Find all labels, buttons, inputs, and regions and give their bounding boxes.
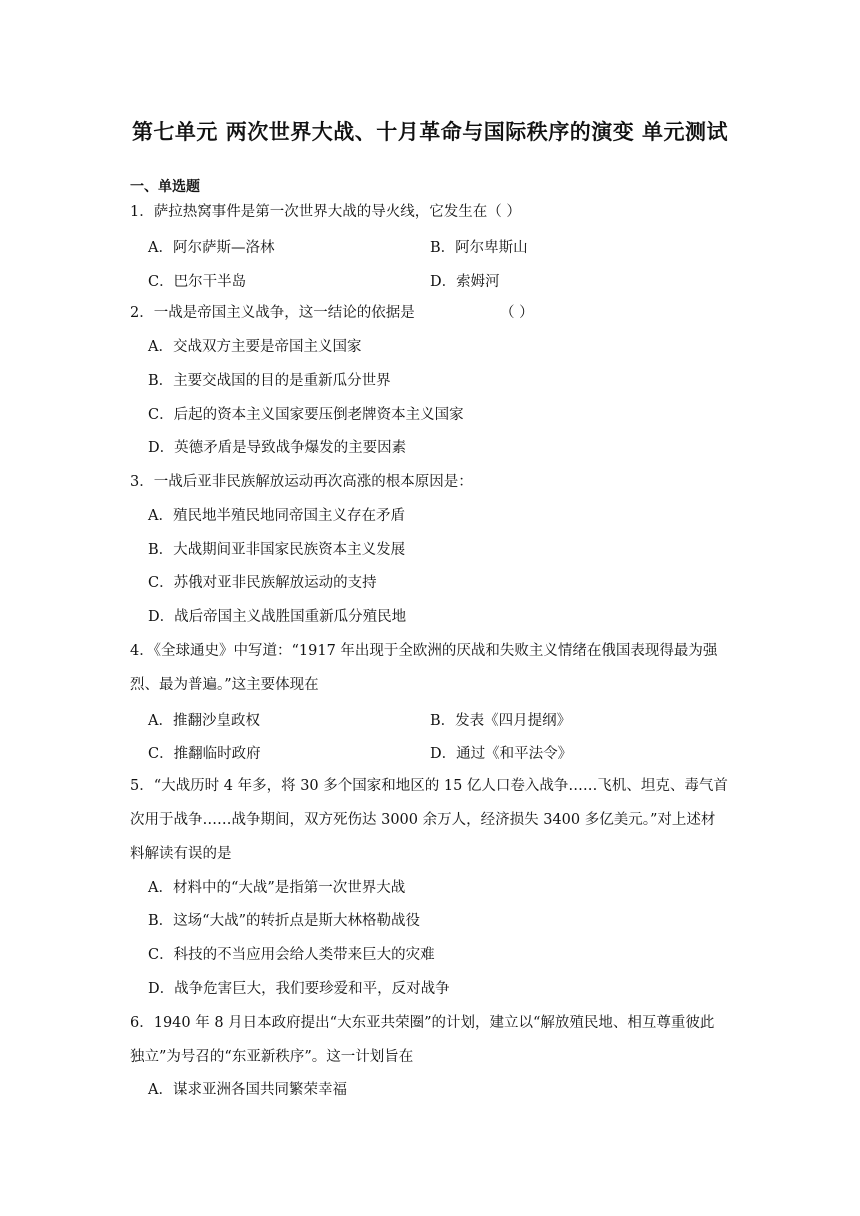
question-1-option-d[interactable]: D．索姆河 xyxy=(430,274,500,290)
question-4-stem-line-2: 烈、最为普遍。”这主要体现在 xyxy=(130,677,319,693)
question-5-option-a[interactable]: A．材料中的“大战”是指第一次世界大战 xyxy=(148,880,406,896)
question-3-stem: 3．一战后亚非民族解放运动再次高涨的根本原因是： xyxy=(130,474,473,490)
question-4-option-d[interactable]: D．通过《和平法令》 xyxy=(430,746,573,762)
question-1-option-c[interactable]: C．巴尔干半岛 xyxy=(148,274,247,290)
question-4-stem-line-1: 4．《全球通史》中写道：“1917 年出现于全欧洲的厌战和失败主义情绪在俄国表现得最为强 xyxy=(130,643,718,659)
question-5-stem-line-1: 5．“大战历时 4 年多，将 30 多个国家和地区的 15 亿人口卷入战争……飞机、坦克、毒气首 xyxy=(130,778,728,794)
question-1-stem: 1．萨拉热窝事件是第一次世界大战的导火线，它发生在（ ） xyxy=(130,204,521,220)
question-3-option-b[interactable]: B．大战期间亚非国家民族资本主义发展 xyxy=(148,542,406,558)
question-2-option-d[interactable]: D．英德矛盾是导致战争爆发的主要因素 xyxy=(148,440,407,456)
question-4-option-c[interactable]: C．推翻临时政府 xyxy=(148,746,261,762)
question-4-option-a[interactable]: A．推翻沙皇政权 xyxy=(148,713,260,729)
question-2-stem: 2．一战是帝国主义战争，这一结论的依据是 xyxy=(130,305,415,321)
question-3-option-c[interactable]: C．苏俄对亚非民族解放运动的支持 xyxy=(148,575,377,591)
question-2-option-a[interactable]: A．交战双方主要是帝国主义国家 xyxy=(148,339,362,355)
question-2-option-c[interactable]: C．后起的资本主义国家要压倒老牌资本主义国家 xyxy=(148,407,464,423)
question-5-stem-line-2: 次用于战争……战争期间，双方死伤达 3000 余万人，经济损失 3400 多亿美元。”对上述材 xyxy=(130,812,716,828)
question-2-answer-paren: （ ） xyxy=(500,305,534,321)
question-3-option-a[interactable]: A．殖民地半殖民地同帝国主义存在矛盾 xyxy=(148,508,405,524)
question-6-stem-line-2: 独立”为号召的“东亚新秩序”。这一计划旨在 xyxy=(130,1049,414,1065)
question-1-option-a[interactable]: A．阿尔萨斯—洛林 xyxy=(148,240,275,256)
page-title: 第七单元 两次世界大战、十月革命与国际秩序的演变 单元测试 xyxy=(131,119,729,144)
question-5-option-b[interactable]: B．这场“大战”的转折点是斯大林格勒战役 xyxy=(148,913,420,929)
question-1-option-b[interactable]: B．阿尔卑斯山 xyxy=(430,240,528,256)
section-heading: 一、单选题 xyxy=(130,179,200,195)
question-6-option-a[interactable]: A．谋求亚洲各国共同繁荣幸福 xyxy=(148,1082,347,1098)
question-6-stem-line-1: 6．1940 年 8 月日本政府提出“大东亚共荣圈”的计划，建立以“解放殖民地、相互尊重彼此 xyxy=(130,1015,715,1031)
question-2-option-b[interactable]: B．主要交战国的目的是重新瓜分世界 xyxy=(148,373,391,389)
question-5-option-d[interactable]: D．战争危害巨大，我们要珍爱和平，反对战争 xyxy=(148,981,450,997)
question-4-option-b[interactable]: B．发表《四月提纲》 xyxy=(430,713,572,729)
question-3-option-d[interactable]: D．战后帝国主义战胜国重新瓜分殖民地 xyxy=(148,609,407,625)
question-5-stem-line-3: 料解读有误的是 xyxy=(130,846,232,862)
question-5-option-c[interactable]: C．科技的不当应用会给人类带来巨大的灾难 xyxy=(148,947,435,963)
